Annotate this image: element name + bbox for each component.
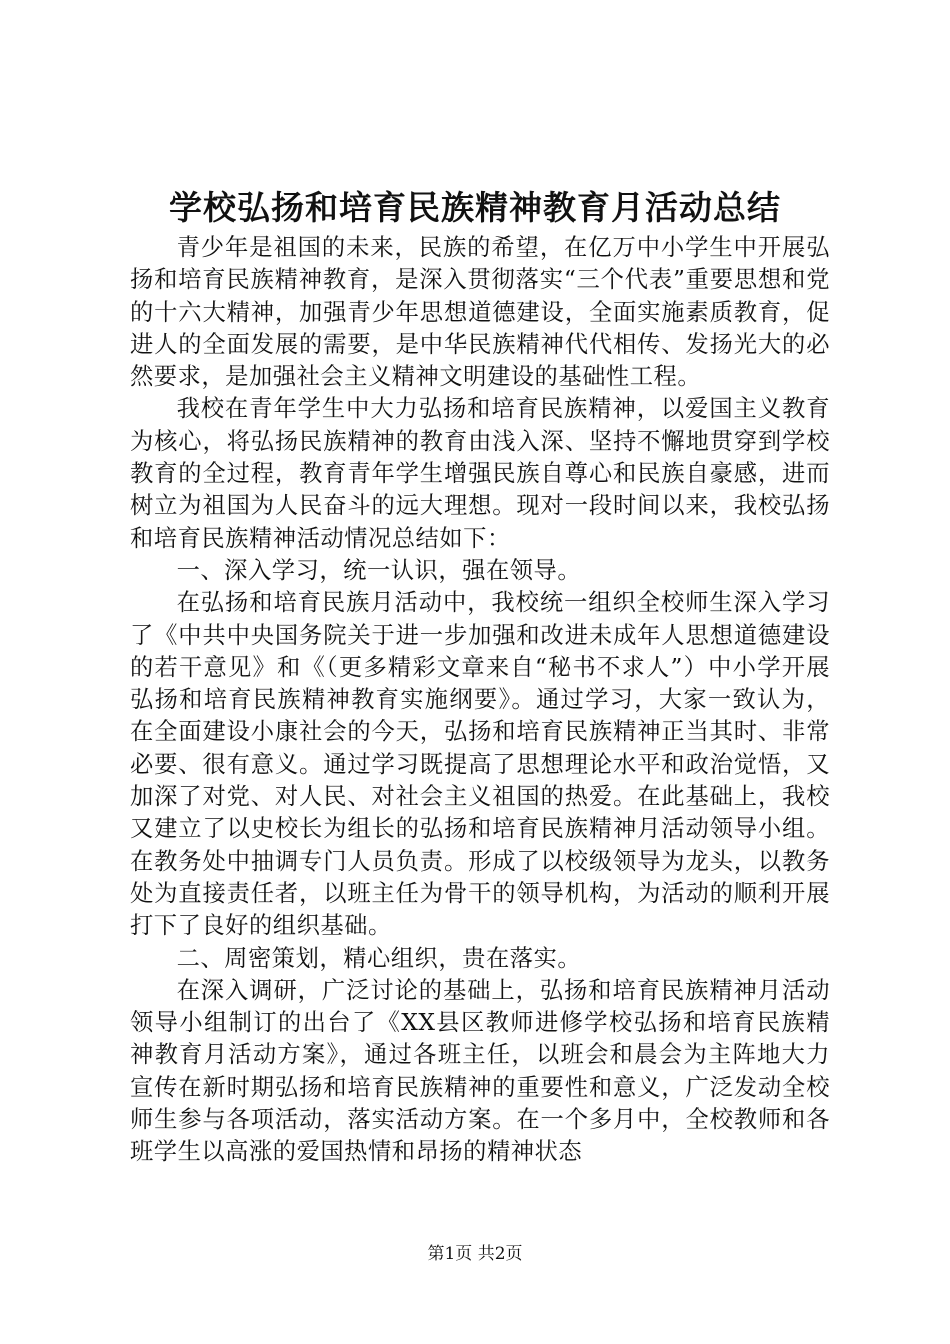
document-title: 学校弘扬和培育民族精神教育月活动总结 (169, 188, 781, 227)
section-heading-1: 一、深入学习，统一认识，强在领导。 (176, 556, 582, 584)
document-body (130, 232, 830, 1169)
paragraph-section-2: 在深入调研，广泛讨论的基础上，弘扬和培育民族精神月活动领导小组制订的出台了《XX县区教师进修学校弘扬和培育民族精神教育月活动方案》，通过各班主任，以班会和晨会为主阵地大力宣传在新时期弘扬和培育民族精神的重要性和意义，广泛发动全校师生参与各项活动，落实活动方案。在一个多月中，全校教师和各班学生以高涨的爱国热情和昂扬的精神状态 (130, 976, 830, 1166)
page-footer: 第1页 共2页 (427, 1244, 523, 1264)
paragraph-section-1: 在弘扬和培育民族月活动中，我校统一组织全校师生深入学习了《中共中央国务院关于进一步加强和改进未成年人思想道德建设的若干意见》和《（更多精彩文章来自“秘书不求人”）中小学开展弘扬和培育民族精神教育实施纲要》。通过学习，大家一致认为，在全面建设小康社会的今天，弘扬和培育民族精神正当其时、非常必要、很有意义。通过学习既提高了思想理论水平和政治觉悟，又加深了对党、对人民、对社会主义祖国的热爱。在此基础上，我校又建立了以史校长为组长的弘扬和培育民族精神月活动领导小组。在教务处中抽调专门人员负责。形成了以校级领导为龙头，以教务处为直接责任者，以班主任为骨干的领导机构，为活动的顺利开展打下了良好的组织基础。 (130, 589, 830, 940)
section-heading-2: 二、周密策划，精心组织，贵在落实。 (176, 944, 582, 972)
paragraph-intro: 青少年是祖国的未来，民族的希望，在亿万中小学生中开展弘扬和培育民族精神教育，是深入贯彻落实“三个代表”重要思想和党的十六大精神，加强青少年思想道德建设，全面实施素质教育，促进人的全面发展的需要，是中华民族精神代代相传、发扬光大的必然要求，是加强社会主义精神文明建设的基础性工程。 (130, 234, 830, 391)
paragraph-overview: 我校在青年学生中大力弘扬和培育民族精神，以爱国主义教育为核心，将弘扬民族精神的教育由浅入深、坚持不懈地贯穿到学校教育的全过程，教育青年学生增强民族自尊心和民族自豪感，进而树立为祖国为人民奋斗的远大理想。现对一段时间以来，我校弘扬和培育民族精神活动情况总结如下： (130, 395, 830, 552)
